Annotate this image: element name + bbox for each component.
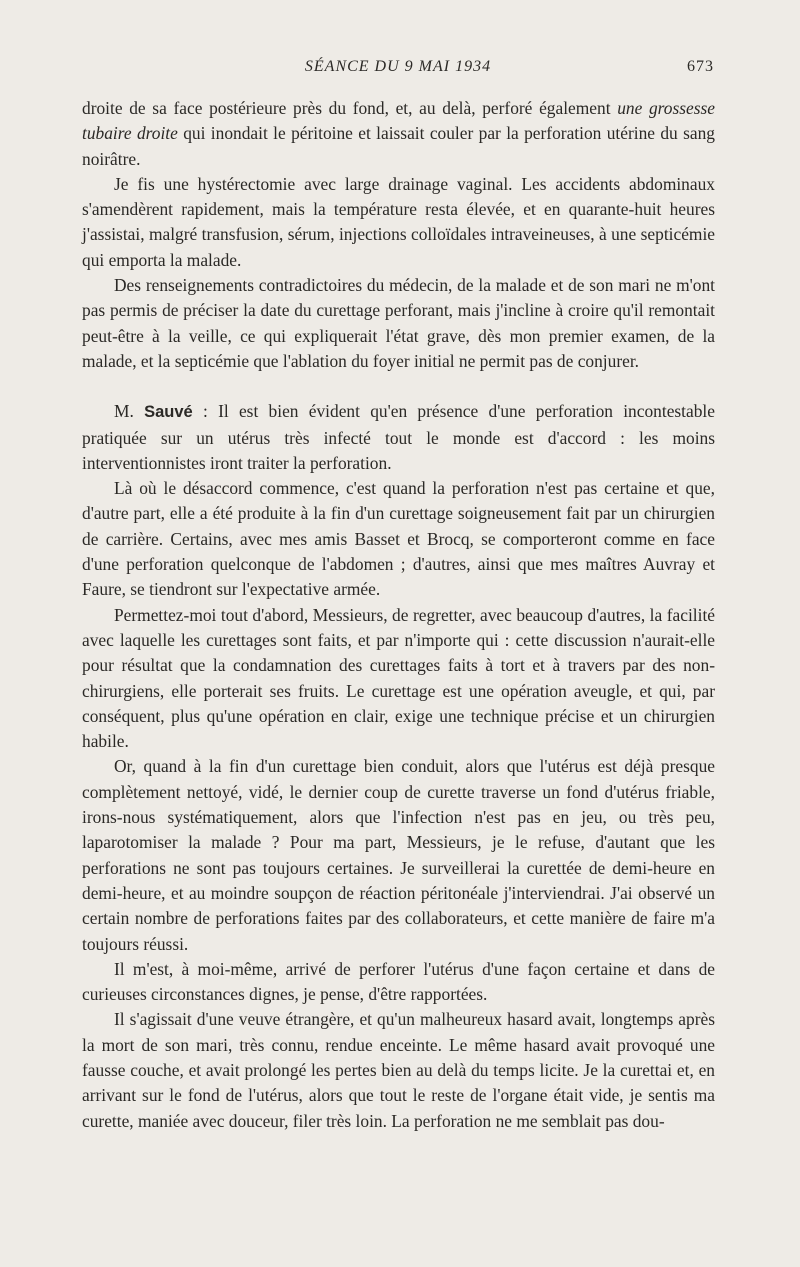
paragraph: Or, quand à la fin d'un curettage bien conduit, alors que l'utérus est déjà presque complètement nettoyé, vidé, le dernier coup de curette traverse un fond d'utérus friable, irons-nous systématiquement, alors que l'infection n'est pas en jeu, ou très peu, laparotomiser la malade ? Pour ma part, Messieurs, je le refuse, d'autant que les perforations ne sont pas toujours certaines. Je surveillerai la curettée de demi-heure en demi-heure, et au moindre soupçon de réaction péritonéale j'interviendrai. J'ai observé un certain nombre de perforations faites par des collaborateurs, et cette manière de faire m'a toujours réussi.: [82, 756, 715, 954]
body-text: [82, 96, 715, 1134]
paragraph: Il m'est, à moi-même, arrivé de perforer l'utérus d'une façon certaine et dans de curieuses circonstances dignes, je pense, d'être rapportées.: [82, 958, 715, 1005]
paragraph: Il s'agissait d'une veuve étrangère, et qu'un malheureux hasard avait, longtemps après la mort de son mari, très connu, rendue enceinte. Le même hasard avait provoqué une fausse couche, et avait prolongé les pertes bien au delà du temps licite. Je la curettai et, en arrivant sur le fond de l'utérus, alors que tout le reste de l'organe était vide, je sentis ma curette, maniée avec douceur, filer très loin. La perforation ne me semblait pas dou-: [82, 1009, 715, 1131]
paragraph: droite de sa face postérieure près du fond, et, au delà, perforé également une grossesse tubaire droite qui inondait le péritoine et laissait couler par la perforation utérine du sang noirâtre.: [82, 98, 715, 169]
running-header: [82, 58, 714, 84]
paragraph: Des renseignements contradictoires du médecin, de la malade et de son mari ne m'ont pas permis de préciser la date du curettage perforant, mais j'incline à croire qu'il remontait peut-être à la veille, ce qui expliquerait l'état grave, dès mon premier examen, de la malade, et la septicémie que l'ablation du foyer initial ne permit pas de conjurer.: [82, 275, 715, 371]
paragraph: Là où le désaccord commence, c'est quand la perforation n'est pas certaine et que, d'autre part, elle a été produite à la fin d'un curettage soigneusement fait par un chirurgien de carrière. Certains, avec mes amis Basset et Brocq, se comporteront comme en face d'une perforation quelconque de l'abdomen ; d'autres, ainsi que mes maîtres Auvray et Faure, se tiendront sur l'expectative armée.: [82, 478, 715, 600]
paragraph: Permettez-moi tout d'abord, Messieurs, de regretter, avec beaucoup d'autres, la facilité avec laquelle les curettages sont faits, et par n'importe qui : cette discussion n'aurait-elle pour résultat que la condamnation des curettages faits à tort et à travers par des non-chirurgiens, elle porterait ses fruits. Le curettage est une opération aveugle, et qui, par conséquent, plus qu'une opération en clair, exige une technique précise et un chirurgien habile.: [82, 604, 715, 752]
page-number: 673: [687, 58, 714, 75]
speaker-name: Sauvé: [144, 403, 193, 422]
running-title: SÉANCE DU 9 MAI 1934: [304, 58, 492, 75]
paragraph: Je fis une hystérectomie avec large drainage vaginal. Les accidents abdominaux s'amendèrent rapidement, mais la température resta élevée, et en quarante-huit heures j'assistai, malgré transfusion, sérum, injections colloïdales intraveineuses, à une septicémie qui emporta la malade.: [82, 173, 715, 270]
paragraph-speaker: M. Sauvé : Il est bien évident qu'en présence d'une perforation incontestable pratiquée sur un utérus très infecté tout le monde est d'accord : les moins interventionnistes iront traiter la perforation.: [82, 401, 715, 473]
italic-phrase: une grossesse tubaire droite: [82, 98, 715, 144]
